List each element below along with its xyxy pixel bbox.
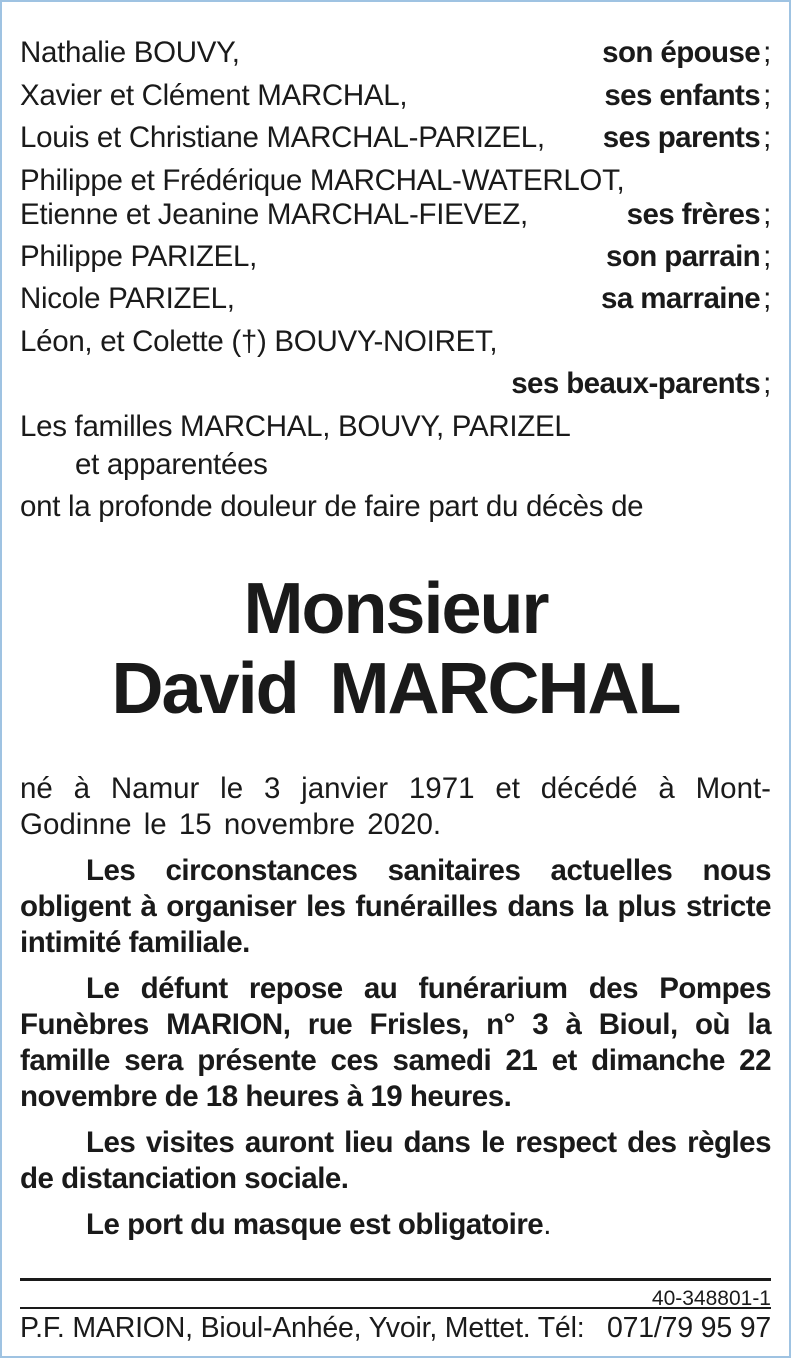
mask-text: Le port du masque est obligatoire — [86, 1207, 544, 1241]
families-line — [20, 448, 771, 482]
family-relation: son parrain — [606, 239, 761, 273]
family-relation: sa marraine — [601, 282, 761, 315]
family-row — [20, 32, 771, 75]
footer-text: P.F. MARION, Bioul-Anhée, Yvoir, Mettet. Tél: — [20, 1312, 585, 1344]
family-name: Léon, et Colette (†) BOUVY-NOIRET, — [20, 324, 498, 358]
visits-paragraph: Les visites auront lieu dans le respect des règles de distanciation sociale. — [20, 1125, 771, 1195]
family-row — [20, 75, 771, 118]
family-row — [20, 236, 771, 279]
separator: ; — [763, 197, 771, 231]
family-name: Louis et Christiane MARCHAL-PARIZEL, — [20, 121, 545, 154]
notice-body — [20, 771, 771, 1243]
family-row — [20, 164, 771, 198]
deceased-heading — [20, 569, 771, 729]
mask-period: . — [543, 1207, 551, 1241]
birth-death-text: né à Namur le 3 janvier 1971 et décédé à Mont-Godinne le 15 novembre 2020. — [20, 771, 771, 841]
family-name: Philippe et Frédérique MARCHAL-WATERLOT, — [20, 163, 625, 197]
deceased-title: Monsieur — [243, 568, 548, 649]
separator: ; — [763, 36, 771, 69]
family-row — [20, 321, 771, 364]
family-name: Nicole PARIZEL, — [20, 282, 235, 315]
mask-paragraph — [20, 1207, 771, 1243]
separator: ; — [763, 282, 771, 315]
separator: ; — [763, 121, 771, 154]
family-row — [20, 278, 771, 321]
deceased-name: David MARCHAL — [111, 648, 680, 729]
family-relation: ses parents — [602, 121, 761, 154]
separator: ; — [763, 367, 771, 400]
announcement-line — [20, 486, 771, 529]
funerarium-paragraph: Le défunt repose au funérarium des Pompes Funèbres MARION, rue Frisles, n° 3 à Bioul, où la famille sera présente ces samedi 21 et dimanche 22 novembre de 18 heures à 19 heures. — [20, 971, 771, 1113]
funeral-home-footer — [20, 1307, 771, 1344]
family-name: Philippe PARIZEL, — [20, 239, 258, 273]
family-row — [20, 198, 771, 232]
family-row — [20, 363, 771, 406]
family-relation: son épouse — [602, 36, 761, 69]
families-text: et apparentées — [75, 448, 268, 481]
family-name: Etienne et Jeanine MARCHAL-FIEVEZ, — [20, 197, 528, 231]
family-relation: ses enfants — [604, 78, 761, 112]
family-relation: ses beaux-parents — [511, 367, 761, 400]
notice-content — [20, 32, 771, 1243]
family-list — [20, 32, 771, 529]
family-name: Nathalie BOUVY, — [20, 36, 240, 69]
reference-number: 40-348801-1 — [20, 1278, 771, 1313]
family-row — [20, 117, 771, 160]
families-text: Les familles MARCHAL, BOUVY, PARIZEL — [20, 409, 571, 443]
sanitary-paragraph: Les circonstances sanitaires actuelles nous obligent à organiser les funérailles dans la plus stricte intimité familiale. — [20, 853, 771, 959]
family-name: Xavier et Clément MARCHAL, — [20, 78, 408, 112]
footer-phone: 071/79 95 97 — [606, 1312, 771, 1344]
families-line — [20, 406, 771, 449]
separator: ; — [763, 78, 771, 112]
announcement-text: ont la profonde douleur de faire part du décès de — [20, 490, 644, 523]
family-relation: ses frères — [626, 197, 761, 231]
separator: ; — [763, 239, 771, 273]
